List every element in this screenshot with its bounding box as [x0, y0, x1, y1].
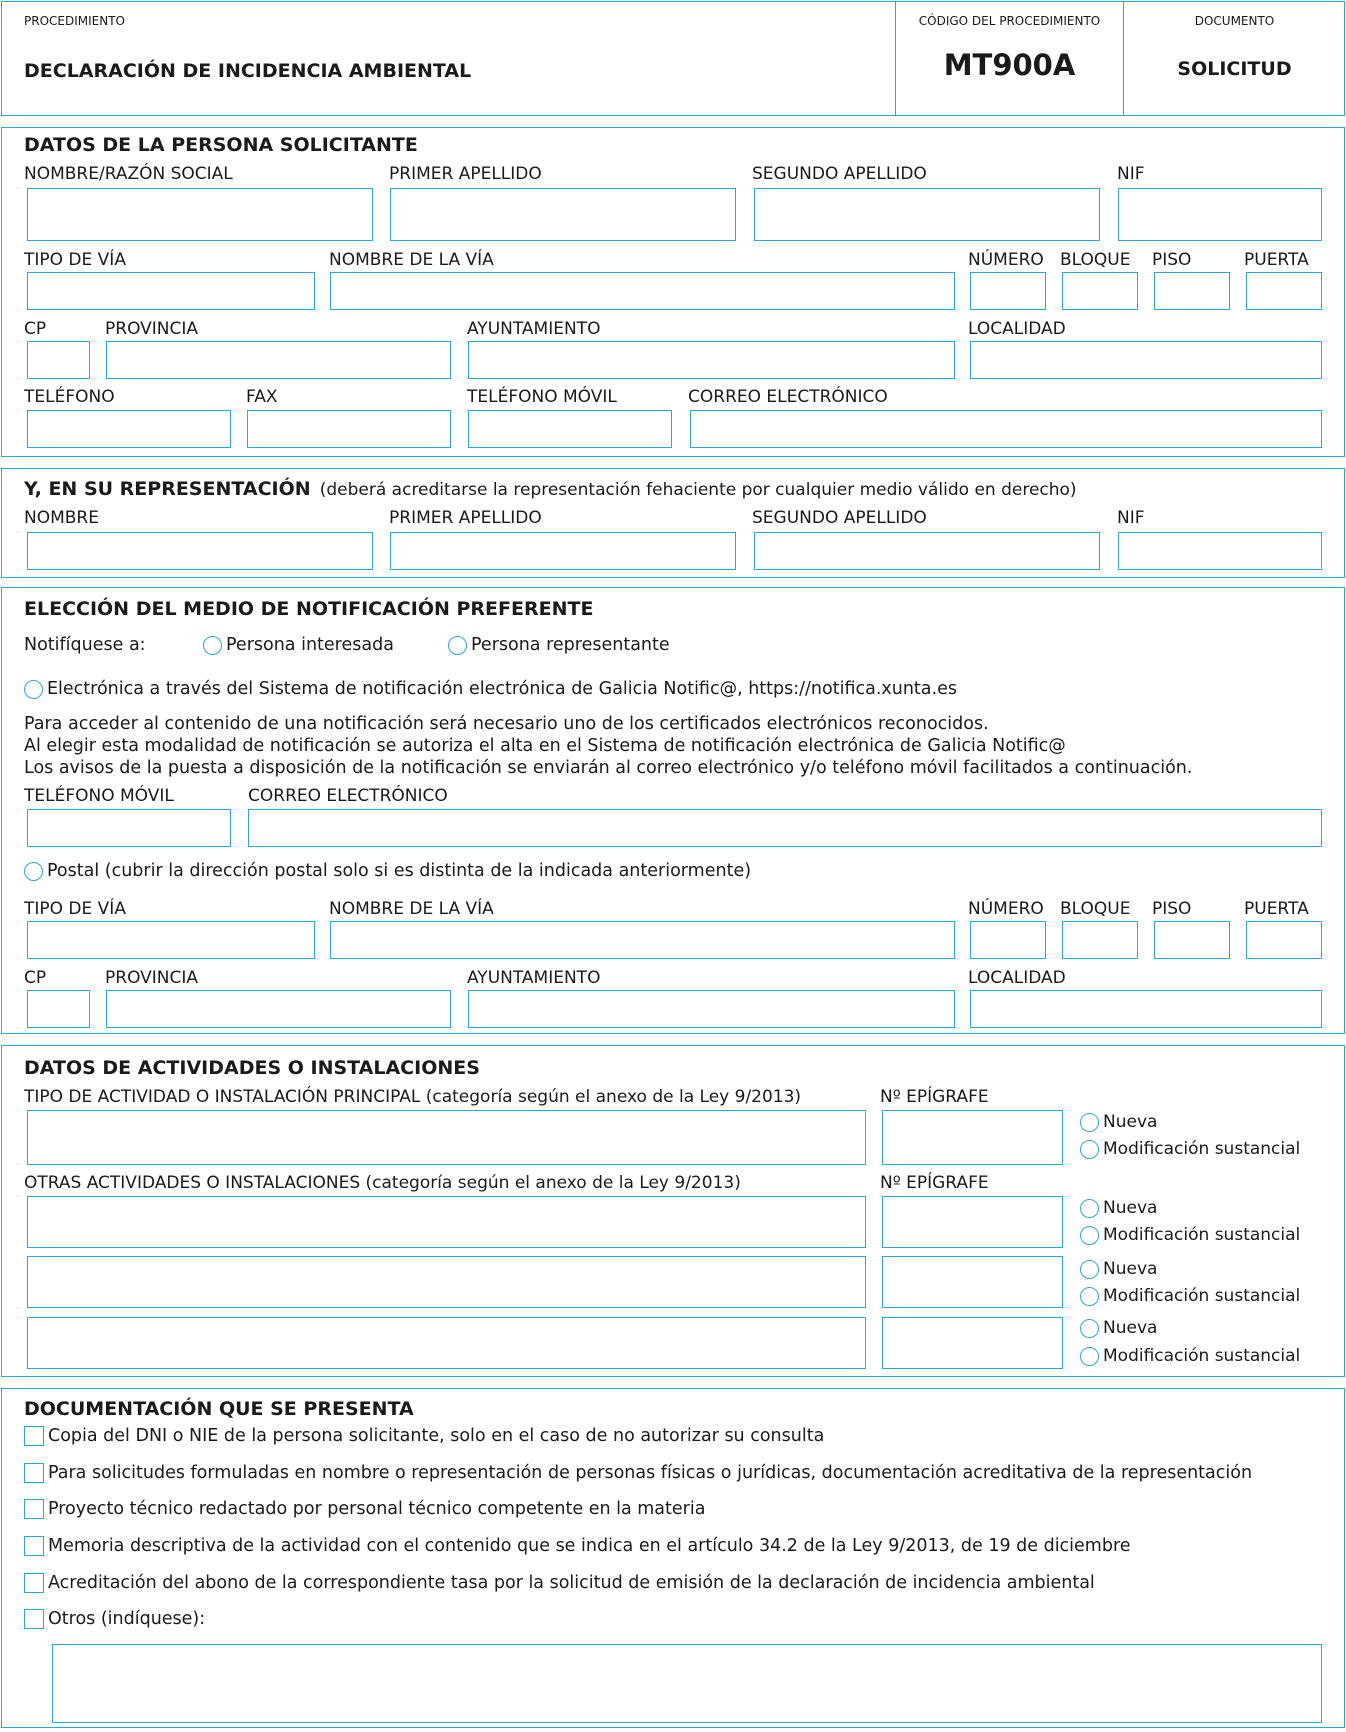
label-tipo-via: TIPO DE VÍA	[24, 250, 126, 270]
option-otra1-nueva[interactable]	[1080, 1198, 1157, 1218]
otra1-modificacion-label: Modificación sustancial	[1103, 1225, 1301, 1245]
otra3-nueva-label: Nueva	[1103, 1318, 1158, 1338]
label-ayuntamiento: AYUNTAMIENTO	[467, 319, 601, 339]
notif-correo-field[interactable]	[248, 809, 1322, 847]
label-rep-nif: NIF	[1117, 508, 1145, 528]
label-numero: NÚMERO	[968, 250, 1044, 270]
rep-segundo-apellido-field[interactable]	[754, 532, 1100, 570]
option-otra3-nueva[interactable]	[1080, 1318, 1157, 1338]
label-epigrafe-principal: Nº EPÍGRAFE	[880, 1087, 989, 1107]
actividad-principal-field[interactable]	[27, 1110, 866, 1165]
epigrafe-principal-field[interactable]	[882, 1110, 1063, 1165]
telefono-movil-field[interactable]	[468, 410, 672, 448]
doc-item-5[interactable]	[24, 1572, 1095, 1594]
label-primer-apellido: PRIMER APELLIDO	[389, 164, 542, 184]
radio-otra1-nueva[interactable]	[1080, 1199, 1099, 1218]
otra1-nueva-label: Nueva	[1103, 1198, 1158, 1218]
otra-epigrafe-3-field[interactable]	[882, 1317, 1063, 1369]
notif-numero-field[interactable]	[970, 921, 1046, 959]
cp-field[interactable]	[27, 341, 90, 379]
otra2-modificacion-label: Modificación sustancial	[1103, 1286, 1301, 1306]
label-rep-segundo-apellido: SEGUNDO APELLIDO	[752, 508, 927, 528]
fax-field[interactable]	[247, 410, 451, 448]
label-correo: CORREO ELECTRÓNICO	[688, 387, 888, 407]
label-otras-actividades: OTRAS ACTIVIDADES O INSTALACIONES (categoría según el anexo de la Ley 9/2013)	[24, 1173, 741, 1193]
otros-textarea[interactable]	[52, 1644, 1322, 1723]
correo-field[interactable]	[690, 410, 1322, 448]
otra-actividad-3-field[interactable]	[27, 1317, 866, 1369]
label-puerta: PUERTA	[1244, 250, 1309, 270]
radio-otra2-nueva[interactable]	[1080, 1260, 1099, 1279]
notificacion-title: ELECCIÓN DEL MEDIO DE NOTIFICACIÓN PREFERENTE	[24, 598, 594, 620]
principal-modificacion-label: Modificación sustancial	[1103, 1139, 1301, 1159]
actividades-title: DATOS DE ACTIVIDADES O INSTALACIONES	[24, 1057, 480, 1079]
codigo-value: MT900A	[943, 48, 1076, 82]
doc-item-3-label: Proyecto técnico redactado por personal técnico competente en la materia	[48, 1499, 706, 1519]
doc-item-3[interactable]	[24, 1498, 705, 1520]
rep-nombre-field[interactable]	[27, 532, 373, 570]
tipo-via-field[interactable]	[27, 272, 315, 310]
radio-otra3-nueva[interactable]	[1080, 1319, 1099, 1338]
notif-localidad-field[interactable]	[970, 990, 1322, 1028]
option-otra3-modificacion[interactable]	[1080, 1346, 1300, 1366]
radio-principal-modificacion[interactable]	[1080, 1140, 1099, 1159]
notif-ayuntamiento-field[interactable]	[468, 990, 955, 1028]
label-telefono-movil: TELÉFONO MÓVIL	[467, 387, 617, 407]
bloque-field[interactable]	[1062, 272, 1138, 310]
label-notif-piso: PISO	[1152, 899, 1192, 919]
option-persona-interesada[interactable]	[203, 634, 394, 656]
info-line-1: Para acceder al contenido de una notificación será necesario uno de los certificados electrónicos reconocidos.	[24, 714, 989, 734]
option-principal-nueva[interactable]	[1080, 1112, 1157, 1132]
documento-label: DOCUMENTO	[1194, 14, 1275, 28]
label-notif-correo: CORREO ELECTRÓNICO	[248, 786, 448, 806]
opt-electronica-label: Electrónica a través del Sistema de notificación electrónica de Galicia Notific@, https://notifica.xunta.es	[47, 679, 957, 699]
label-epigrafe-otras: Nº EPÍGRAFE	[880, 1173, 989, 1193]
telefono-field[interactable]	[27, 410, 231, 448]
doc-item-5-label: Acreditación del abono de la correspondiente tasa por la solicitud de emisión de la declaración de incidencia ambiental	[48, 1573, 1095, 1593]
nombre-field[interactable]	[27, 188, 373, 241]
radio-electronica[interactable]	[24, 680, 43, 699]
principal-nueva-label: Nueva	[1103, 1112, 1158, 1132]
representacion-title: Y, EN SU REPRESENTACIÓN	[24, 478, 311, 500]
representacion-note: (deberá acreditarse la representación fehaciente por cualquier medio válido en derecho)	[319, 480, 1077, 500]
doc-checkbox-4[interactable]	[24, 1536, 44, 1556]
label-fax: FAX	[246, 387, 278, 407]
notif-piso-field[interactable]	[1154, 921, 1230, 959]
radio-otra2-modificacion[interactable]	[1080, 1287, 1099, 1306]
notif-nombre-via-field[interactable]	[330, 921, 955, 959]
label-notif-localidad: LOCALIDAD	[968, 968, 1066, 988]
notif-puerta-field[interactable]	[1246, 921, 1322, 959]
doc-checkbox-2[interactable]	[24, 1463, 44, 1483]
radio-interesada[interactable]	[203, 636, 222, 655]
label-notif-provincia: PROVINCIA	[105, 968, 199, 988]
procedimiento-value: DECLARACIÓN DE INCIDENCIA AMBIENTAL	[24, 60, 472, 82]
otra-epigrafe-2-field[interactable]	[882, 1256, 1063, 1308]
doc-item-2[interactable]	[24, 1462, 1252, 1484]
documentacion-title: DOCUMENTACIÓN QUE SE PRESENTA	[24, 1398, 414, 1420]
notif-cp-field[interactable]	[27, 990, 90, 1028]
notif-telefono-movil-field[interactable]	[27, 809, 231, 847]
solicitante-title: DATOS DE LA PERSONA SOLICITANTE	[24, 134, 418, 156]
label-rep-nombre: NOMBRE	[24, 508, 99, 528]
label-bloque: BLOQUE	[1060, 250, 1131, 270]
label-nombre: NOMBRE/RAZÓN SOCIAL	[24, 164, 233, 184]
label-localidad: LOCALIDAD	[968, 319, 1066, 339]
doc-item-6-label: Otros (indíquese):	[48, 1609, 206, 1629]
label-telefono: TELÉFONO	[24, 387, 115, 407]
doc-item-4-label: Memoria descriptiva de la actividad con el contenido que se indica en el artículo 34.2 de la Ley 9/2013, de 19 de diciembre	[48, 1536, 1131, 1556]
option-electronica[interactable]	[24, 678, 957, 700]
info-line-2: Al elegir esta modalidad de notificación se autoriza el alta en el Sistema de notificación electrónica de Galicia Notific@	[24, 736, 1066, 756]
segundo-apellido-field[interactable]	[754, 188, 1100, 241]
radio-otra1-modificacion[interactable]	[1080, 1226, 1099, 1245]
ayuntamiento-field[interactable]	[468, 341, 955, 379]
label-notif-numero: NÚMERO	[968, 899, 1044, 919]
codigo-label: CÓDIGO DEL PROCEDIMIENTO	[918, 14, 1101, 28]
radio-otra3-modificacion[interactable]	[1080, 1347, 1099, 1366]
doc-item-1[interactable]	[24, 1425, 824, 1447]
rep-nif-field[interactable]	[1118, 532, 1322, 570]
doc-item-6[interactable]	[24, 1608, 205, 1630]
otra-actividad-1-field[interactable]	[27, 1196, 866, 1248]
option-otra2-modificacion[interactable]	[1080, 1286, 1300, 1306]
label-notif-telefono-movil: TELÉFONO MÓVIL	[24, 786, 174, 806]
option-postal[interactable]	[24, 860, 751, 882]
label-nombre-via: NOMBRE DE LA VÍA	[329, 250, 494, 270]
representacion-heading	[24, 478, 1077, 500]
nif-field[interactable]	[1118, 188, 1322, 241]
doc-checkbox-6[interactable]	[24, 1609, 44, 1629]
otra-epigrafe-1-field[interactable]	[882, 1196, 1063, 1248]
option-persona-representante[interactable]	[448, 634, 670, 656]
label-notif-ayuntamiento: AYUNTAMIENTO	[467, 968, 601, 988]
radio-postal[interactable]	[24, 862, 43, 881]
radio-principal-nueva[interactable]	[1080, 1113, 1099, 1132]
piso-field[interactable]	[1154, 272, 1230, 310]
opt-interesada-label: Persona interesada	[226, 635, 394, 655]
label-actividad-principal: TIPO DE ACTIVIDAD O INSTALACIÓN PRINCIPAL (categoría según el anexo de la Ley 9/2013)	[24, 1087, 802, 1107]
doc-checkbox-1[interactable]	[24, 1426, 44, 1446]
primer-apellido-field[interactable]	[390, 188, 736, 241]
puerta-field[interactable]	[1246, 272, 1322, 310]
label-notif-cp: CP	[24, 968, 47, 988]
doc-checkbox-3[interactable]	[24, 1499, 44, 1519]
doc-item-4[interactable]	[24, 1535, 1131, 1557]
opt-postal-label: Postal (cubrir la dirección postal solo si es distinta de la indicada anteriormente)	[47, 861, 752, 881]
otra-actividad-2-field[interactable]	[27, 1256, 866, 1308]
doc-item-1-label: Copia del DNI o NIE de la persona solicitante, solo en el caso de no autorizar su consulta	[48, 1426, 825, 1446]
info-line-3: Los avisos de la puesta a disposición de la notificación se enviarán al correo electrónico y/o teléfono móvil facilitados a continuación.	[24, 758, 1193, 778]
notif-provincia-field[interactable]	[106, 990, 451, 1028]
option-principal-modificacion[interactable]	[1080, 1139, 1300, 1159]
notifiquese-label: Notifíquese a:	[24, 635, 146, 655]
nombre-via-field[interactable]	[330, 272, 955, 310]
option-otra1-modificacion[interactable]	[1080, 1225, 1300, 1245]
numero-field[interactable]	[970, 272, 1046, 310]
label-notif-bloque: BLOQUE	[1060, 899, 1131, 919]
label-nif: NIF	[1117, 164, 1145, 184]
notif-bloque-field[interactable]	[1062, 921, 1138, 959]
label-notif-tipo-via: TIPO DE VÍA	[24, 899, 126, 919]
option-otra2-nueva[interactable]	[1080, 1259, 1157, 1279]
label-segundo-apellido: SEGUNDO APELLIDO	[752, 164, 927, 184]
documento-value: SOLICITUD	[1177, 58, 1292, 80]
label-notif-nombre-via: NOMBRE DE LA VÍA	[329, 899, 494, 919]
otra3-modificacion-label: Modificación sustancial	[1103, 1346, 1301, 1366]
radio-representante[interactable]	[448, 636, 467, 655]
procedimiento-label: PROCEDIMIENTO	[24, 14, 125, 28]
doc-checkbox-5[interactable]	[24, 1573, 44, 1593]
label-piso: PISO	[1152, 250, 1192, 270]
provincia-field[interactable]	[106, 341, 451, 379]
label-cp: CP	[24, 319, 47, 339]
localidad-field[interactable]	[970, 341, 1322, 379]
opt-representante-label: Persona representante	[471, 635, 670, 655]
notif-tipo-via-field[interactable]	[27, 921, 315, 959]
rep-primer-apellido-field[interactable]	[390, 532, 736, 570]
doc-item-2-label: Para solicitudes formuladas en nombre o representación de personas físicas o jurídicas, documentación acreditativa de la representación	[48, 1463, 1253, 1483]
otra2-nueva-label: Nueva	[1103, 1259, 1158, 1279]
label-provincia: PROVINCIA	[105, 319, 199, 339]
label-rep-primer-apellido: PRIMER APELLIDO	[389, 508, 542, 528]
label-notif-puerta: PUERTA	[1244, 899, 1309, 919]
